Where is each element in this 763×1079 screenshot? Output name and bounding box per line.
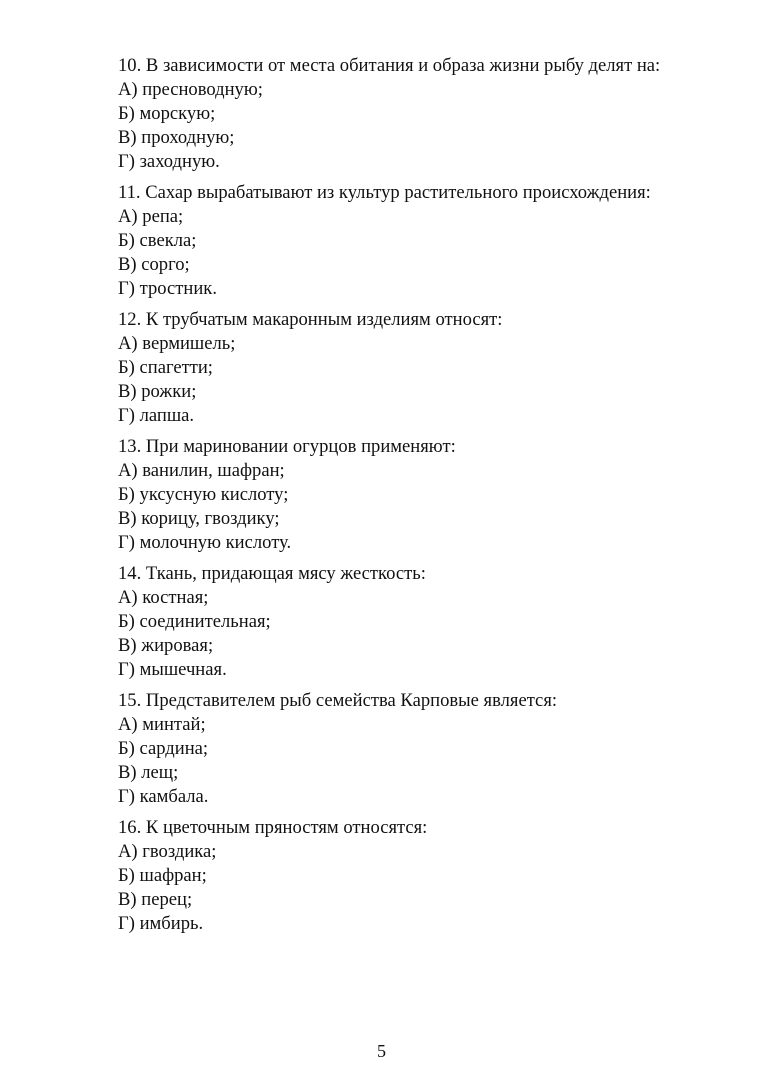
answer-option: В) рожки; [118,381,197,402]
answer-option: Б) соединительная; [118,611,271,632]
answer-option: В) жировая; [118,635,214,656]
question-11 [73,181,713,301]
answer-option: А) пресноводную; [118,79,263,100]
answer-option: Б) уксусную кислоту; [118,484,289,505]
question-text: 13. При мариновании огурцов применяют: [118,436,456,457]
answer-option: А) гвоздика; [118,841,217,862]
answer-option: В) проходную; [118,127,235,148]
answer-option: Г) заходную. [118,151,220,172]
question-14 [73,562,713,682]
answer-option: В) лещ; [118,762,179,783]
question-15 [73,689,713,809]
question-12 [73,308,713,428]
question-13 [73,435,713,555]
answer-options [73,332,713,428]
answer-option: Б) свекла; [118,230,197,251]
question-16 [73,816,713,936]
question-list [73,54,713,943]
answer-option: В) корицу, гвоздику; [118,508,280,529]
answer-option: А) костная; [118,587,209,608]
answer-option: Г) мышечная. [118,659,227,680]
answer-option: Б) сардина; [118,738,209,759]
answer-option: Б) морскую; [118,103,216,124]
answer-option: В) перец; [118,889,193,910]
question-text: 10. В зависимости от места обитания и образа жизни рыбу делят на: [118,55,661,76]
answer-options [73,459,713,555]
question-text: 15. Представителем рыб семейства Карповые является: [118,690,558,711]
answer-option: Б) спагетти; [118,357,213,378]
answer-options [73,713,713,809]
question-text: 12. К трубчатым макаронным изделиям относят: [118,309,503,330]
answer-options [73,586,713,682]
answer-option: А) вермишель; [118,333,236,354]
answer-option: Г) имбирь. [118,913,204,934]
answer-option: В) сорго; [118,254,190,275]
answer-option: Г) молочную кислоту. [118,532,292,553]
answer-options [73,78,713,174]
answer-option: А) минтай; [118,714,206,735]
answer-options [73,205,713,301]
answer-option: А) ванилин, шафран; [118,460,285,481]
question-text: 11. Сахар вырабатывают из культур растительного происхождения: [118,182,651,203]
answer-option: Г) лапша. [118,405,195,426]
question-10 [73,54,713,174]
answer-option: Б) шафран; [118,865,207,886]
answer-options [73,840,713,936]
question-text: 16. К цветочным пряностям относятся: [118,817,428,838]
question-text: 14. Ткань, придающая мясу жесткость: [118,563,426,584]
answer-option: Г) камбала. [118,786,209,807]
answer-option: Г) тростник. [118,278,217,299]
answer-option: А) репа; [118,206,184,227]
page-number: 5 [377,1041,386,1061]
